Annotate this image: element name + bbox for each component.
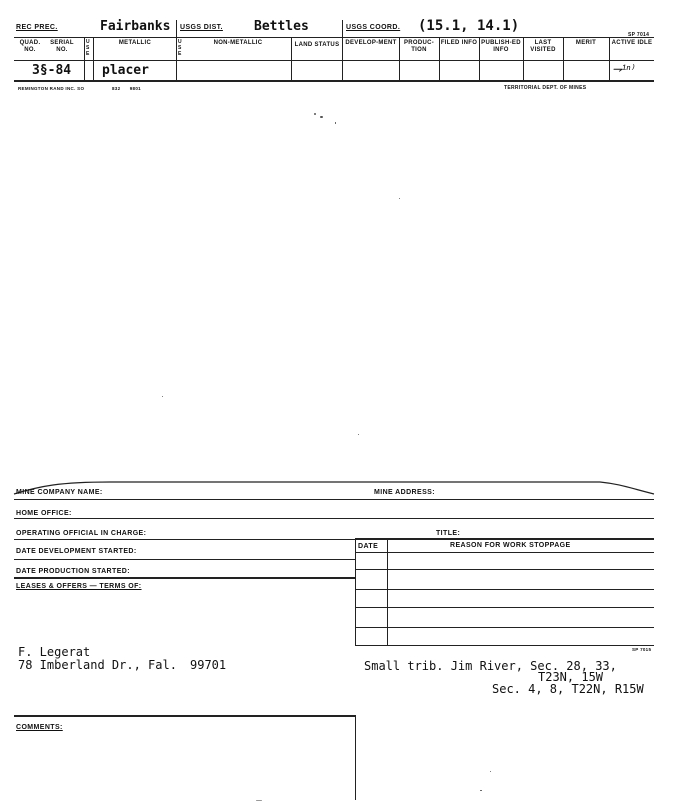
col-serial-no: SERIAL NO. [50,40,74,53]
usgs-coord-label: USGS COORD. [346,24,401,31]
scan-speck [320,116,323,118]
col-last-visited: LAST VISITED [530,40,556,53]
header-rule [14,37,654,38]
comments-label: COMMENTS: [16,724,63,731]
leases-label: LEASES & OFFERS — TERMS OF: [16,583,142,590]
rec-prec-label: REC PREC. [16,24,58,31]
card-bottom-rule [14,80,654,82]
active-idle-mark: ⇁¹ⁿ⁾ [612,62,634,76]
home-office-label: HOME OFFICE: [16,510,72,517]
mine-address-label: MINE ADDRESS: [374,489,435,496]
col-active-idle: ACTIVE IDLE [611,40,653,46]
col-quad-no: QUAD. NO. [19,40,41,53]
title-label: TITLE: [436,530,461,537]
col-production: PRODUC-TION [403,40,435,53]
date-prod-started-label: DATE PRODUCTION STARTED: [16,568,130,575]
scan-speck [314,113,316,115]
scan-speck [358,434,359,435]
scan-speck [335,122,336,124]
col-merit: MERIT [575,40,597,46]
scan-speck [162,396,163,397]
mine-company-name-label: MINE COMPANY NAME: [16,489,103,496]
col-land-status: LAND STATUS [294,42,340,48]
owner-zip: 99701 [190,658,227,672]
scan-speck [399,198,400,199]
row-rule [14,60,654,61]
form-code-bottom: SP 7015 [632,647,652,652]
footer-remington: REMINGTON RAND INC. SO [18,86,85,91]
metallic-value: placer [102,63,149,78]
col-use-flag-1: U S E [86,39,90,57]
col-metallic: METALLIC [118,40,152,46]
usgs-dist-label: USGS DIST. [180,24,223,31]
date-col-header: DATE [358,543,379,550]
reason-col-header: REASON FOR WORK STOPPAGE [450,542,571,549]
footer-codes: 832 9801 [112,86,141,91]
location-line-3: Sec. 4, 8, T22N, R15W [492,682,644,696]
col-development: DEVELOP-MENT [345,40,397,46]
quad-serial-value: 3§-84 [32,63,72,78]
date-dev-started-label: DATE DEVELOPMENT STARTED: [16,548,137,555]
col-published-info: PUBLISH-ED INFO [481,40,521,53]
col-filed-info: FILED INFO [440,40,478,46]
location-line-1: Small trib. Jim River, Sec. 28, 33, [364,659,617,673]
footer-dept: TERRITORIAL DEPT. OF MINES [504,85,587,91]
operating-official-label: OPERATING OFFICIAL IN CHARGE: [16,530,147,537]
rec-prec-value: Fairbanks [100,19,171,34]
owner-name: F. Legerat [18,645,91,659]
col-non-metallic: NON-METALLIC [213,40,263,46]
col-use-flag-2: U S E [178,39,182,57]
usgs-dist-value: Bettles [254,19,309,34]
form-code-top: SP 7014 [628,32,650,38]
location-line-2: T23N, 15W [538,670,604,684]
scan-speck [480,790,482,791]
usgs-coord-value: (15.1, 14.1) [418,18,520,34]
scan-speck [256,800,262,801]
scan-speck [490,771,491,772]
owner-address: 78 Imberland Dr., Fal. [18,658,177,672]
